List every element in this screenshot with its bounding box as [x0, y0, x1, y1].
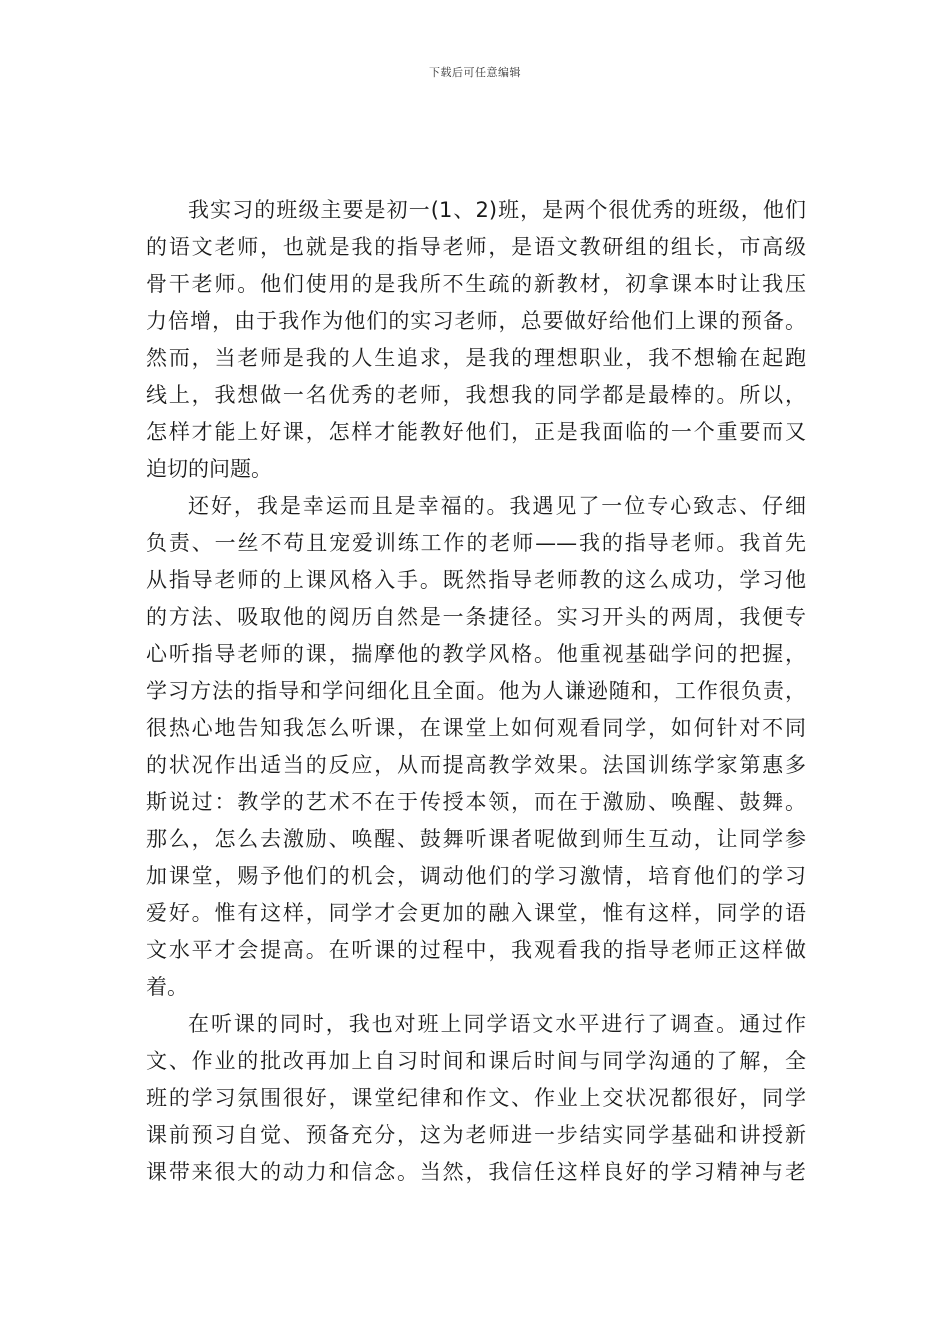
text-line: 斯说过：教学的艺术不在于传授本领，而在于激励、唤醒、鼓舞。	[146, 790, 806, 814]
text-line: 迫切的问题。	[146, 457, 272, 481]
text-line: 在听课的同时，我也对班上同学语文水平进行了调查。通过作	[188, 1012, 806, 1036]
paragraph	[146, 488, 806, 1006]
text-line: 班的学习氛围很好，课堂纪律和作文、作业上交状况都很好，同学	[146, 1086, 806, 1110]
text-line: 我实习的班级主要是初一(1、2)班，是两个很优秀的班级，他们	[188, 198, 806, 222]
text-line: 还好，我是幸运而且是幸福的。我遇见了一位专心致志、仔细	[188, 494, 806, 518]
document-body	[146, 192, 806, 1191]
text-line: 很热心地告知我怎么听课，在课堂上如何观看同学，如何针对不同	[146, 716, 806, 740]
text-line: 着。	[146, 975, 188, 999]
text-line: 力倍增，由于我作为他们的实习老师，总要做好给他们上课的预备。	[146, 309, 806, 333]
text-line: 怎样才能上好课，怎样才能教好他们，正是我面临的一个重要而又	[146, 420, 806, 444]
text-line: 课带来很大的动力和信念。当然，我信任这样良好的学习精神与老	[146, 1160, 806, 1184]
text-line: 那么，怎么去激励、唤醒、鼓舞听课者呢做到师生互动，让同学参	[146, 827, 806, 851]
text-line: 负责、一丝不苟且宠爱训练工作的老师——我的指导老师。我首先	[146, 531, 806, 555]
text-line: 文、作业的批改再加上自习时间和课后时间与同学沟通的了解，全	[146, 1049, 806, 1073]
paragraph	[146, 1006, 806, 1191]
text-line: 然而，当老师是我的人生追求，是我的理想职业，我不想输在起跑	[146, 346, 806, 370]
text-line: 的语文老师，也就是我的指导老师，是语文教研组的组长，市高级	[146, 235, 806, 259]
text-line: 爱好。惟有这样，同学才会更加的融入课堂，惟有这样，同学的语	[146, 901, 806, 925]
text-line: 的方法、吸取他的阅历自然是一条捷径。实习开头的两周，我便专	[146, 605, 806, 629]
text-line: 课前预习自觉、预备充分，这为老师进一步结实同学基础和讲授新	[146, 1123, 806, 1147]
text-line: 线上，我想做一名优秀的老师，我想我的同学都是最棒的。所以，	[146, 383, 806, 407]
text-line: 学习方法的指导和学问细化且全面。他为人谦逊随和，工作很负责，	[146, 679, 806, 703]
text-line: 加课堂，赐予他们的机会，调动他们的学习激情，培育他们的学习	[146, 864, 806, 888]
text-line: 的状况作出适当的反应，从而提高教学效果。法国训练学家第惠多	[146, 753, 806, 777]
text-line: 心听指导老师的课，揣摩他的教学风格。他重视基础学问的把握，	[146, 642, 806, 666]
text-line: 文水平才会提高。在听课的过程中，我观看我的指导老师正这样做	[146, 938, 806, 962]
paragraph	[146, 192, 806, 488]
text-line: 从指导老师的上课风格入手。既然指导老师教的这么成功，学习他	[146, 568, 806, 592]
text-line: 骨干老师。他们使用的是我所不生疏的新教材，初拿课本时让我压	[146, 272, 806, 296]
page-header: 下载后可任意编辑	[429, 66, 521, 79]
